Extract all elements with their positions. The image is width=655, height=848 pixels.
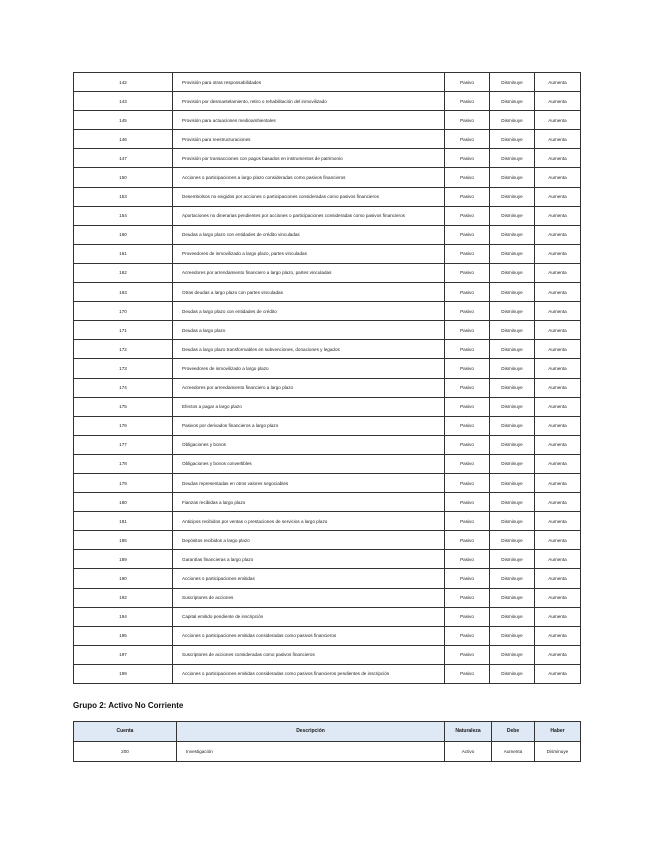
account-description: Suscriptores de acciones consideradas como pasivos financieros: [173, 645, 445, 664]
account-code: 142: [74, 73, 173, 92]
account-code: 200: [74, 742, 177, 762]
account-description: Garantías financieras a largo plazo: [173, 550, 445, 569]
account-description: Provisión por transacciones con pagos basados en instrumentos de patrimonio: [173, 149, 445, 168]
account-description: Proveedores de inmovilizado a largo plazo, partes vinculadas: [173, 244, 445, 263]
group-2-title: Grupo 2: Activo No Corriente: [73, 701, 184, 710]
credit-effect: Aumenta: [535, 664, 581, 683]
credit-effect: Aumenta: [535, 473, 581, 492]
credit-effect: Disminuye: [535, 742, 581, 762]
account-code: 146: [74, 130, 173, 149]
table-row: [74, 321, 581, 340]
account-nature: Pasivo: [445, 168, 490, 187]
account-description: Suscriptores de acciones: [173, 588, 445, 607]
account-nature: Pasivo: [445, 92, 490, 111]
account-code: 145: [74, 111, 173, 130]
table-row: [74, 340, 581, 359]
debit-effect: Disminuye: [490, 435, 535, 454]
debit-effect: Disminuye: [490, 73, 535, 92]
account-code: 192: [74, 588, 173, 607]
account-nature: Activo: [445, 742, 492, 762]
credit-effect: Aumenta: [535, 187, 581, 206]
account-code: 179: [74, 473, 173, 492]
table-row: [74, 493, 581, 512]
account-nature: Pasivo: [445, 225, 490, 244]
table-row: [74, 359, 581, 378]
account-description: Pasivos por derivados financieros a largo plazo: [173, 416, 445, 435]
debit-effect: Disminuye: [490, 206, 535, 225]
credit-effect: Aumenta: [535, 550, 581, 569]
account-nature: Pasivo: [445, 130, 490, 149]
credit-effect: Aumenta: [535, 588, 581, 607]
table-header-row: [74, 722, 581, 742]
debit-effect: Disminuye: [490, 168, 535, 187]
accounts-table-body: [74, 742, 581, 762]
credit-effect: Aumenta: [535, 111, 581, 130]
account-nature: Pasivo: [445, 359, 490, 378]
debit-effect: Disminuye: [490, 645, 535, 664]
account-code: 194: [74, 607, 173, 626]
account-description: Provisión por desmantelamiento, retiro o rehabilitación del inmovilizado: [173, 92, 445, 111]
table-row: [74, 73, 581, 92]
account-description: Deudas representadas en otros valores negociables: [173, 473, 445, 492]
account-nature: Pasivo: [445, 321, 490, 340]
debit-effect: Disminuye: [490, 263, 535, 282]
account-description: Provisión para otras responsabilidades: [173, 73, 445, 92]
account-code: 180: [74, 493, 173, 512]
table-row: [74, 130, 581, 149]
credit-effect: Aumenta: [535, 302, 581, 321]
table-row: [74, 206, 581, 225]
debit-effect: Disminuye: [490, 111, 535, 130]
account-description: Otras deudas a largo plazo con partes vinculadas: [173, 283, 445, 302]
account-nature: Pasivo: [445, 283, 490, 302]
account-nature: Pasivo: [445, 664, 490, 683]
account-description: Deudas a largo plazo con entidades de crédito vinculadas: [173, 225, 445, 244]
credit-effect: Aumenta: [535, 493, 581, 512]
debit-effect: Disminuye: [490, 493, 535, 512]
credit-effect: Aumenta: [535, 531, 581, 550]
account-description: Acreedores por arrendamiento financiero a largo plazo: [173, 378, 445, 397]
account-code: 197: [74, 645, 173, 664]
header-descripcion: Descripción: [177, 722, 445, 742]
table-row: [74, 397, 581, 416]
account-code: 181: [74, 512, 173, 531]
account-description: Provisión para actuaciones medioambientales: [173, 111, 445, 130]
account-code: 189: [74, 550, 173, 569]
account-nature: Pasivo: [445, 187, 490, 206]
account-code: 185: [74, 531, 173, 550]
account-code: 172: [74, 340, 173, 359]
account-nature: Pasivo: [445, 512, 490, 531]
credit-effect: Aumenta: [535, 168, 581, 187]
account-description: Deudas a largo plazo con entidades de crédito: [173, 302, 445, 321]
credit-effect: Aumenta: [535, 225, 581, 244]
credit-effect: Aumenta: [535, 454, 581, 473]
header-haber: Haber: [535, 722, 581, 742]
credit-effect: Aumenta: [535, 244, 581, 263]
debit-effect: Disminuye: [490, 302, 535, 321]
table-row: [74, 283, 581, 302]
credit-effect: Aumenta: [535, 607, 581, 626]
credit-effect: Aumenta: [535, 512, 581, 531]
credit-effect: Aumenta: [535, 435, 581, 454]
table-row: [74, 550, 581, 569]
account-description: Depósitos recibidos a largo plazo: [173, 531, 445, 550]
table-row: [74, 742, 581, 762]
table-row: [74, 569, 581, 588]
table-row: [74, 645, 581, 664]
credit-effect: Aumenta: [535, 569, 581, 588]
account-description: Acciones o participaciones emitidas consideradas como pasivos financieros pendientes de inscripción: [173, 664, 445, 683]
credit-effect: Aumenta: [535, 321, 581, 340]
account-code: 170: [74, 302, 173, 321]
debit-effect: Disminuye: [490, 588, 535, 607]
account-code: 162: [74, 263, 173, 282]
debit-effect: Disminuye: [490, 531, 535, 550]
account-description: Acciones o participaciones emitidas: [173, 569, 445, 588]
account-nature: Pasivo: [445, 206, 490, 225]
table-row: [74, 588, 581, 607]
account-description: Obligaciones y bonos: [173, 435, 445, 454]
account-description: Acciones o participaciones a largo plazo consideradas como pasivos financieros: [173, 168, 445, 187]
account-nature: Pasivo: [445, 302, 490, 321]
account-code: 190: [74, 569, 173, 588]
debit-effect: Disminuye: [490, 664, 535, 683]
debit-effect: Disminuye: [490, 149, 535, 168]
accounts-table-group-1: [73, 72, 581, 684]
account-code: 143: [74, 92, 173, 111]
table-row: [74, 187, 581, 206]
account-nature: Pasivo: [445, 607, 490, 626]
credit-effect: Aumenta: [535, 206, 581, 225]
account-code: 147: [74, 149, 173, 168]
debit-effect: Disminuye: [490, 283, 535, 302]
account-description: Efectos a pagar a largo plazo: [173, 397, 445, 416]
debit-effect: Disminuye: [490, 512, 535, 531]
debit-effect: Disminuye: [490, 454, 535, 473]
account-code: 175: [74, 397, 173, 416]
account-nature: Pasivo: [445, 378, 490, 397]
account-description: Fianzas recibidas a largo plazo: [173, 493, 445, 512]
account-code: 173: [74, 359, 173, 378]
account-description: Obligaciones y bonos convertibles: [173, 454, 445, 473]
debit-effect: Disminuye: [490, 626, 535, 645]
table-row: [74, 302, 581, 321]
account-description: Investigación: [177, 742, 445, 762]
account-description: Desembolsos no exigidos por acciones o participaciones consideradas como pasivos financieros: [173, 187, 445, 206]
account-description: Anticipos recibidos por ventas o prestaciones de servicios a largo plazo: [173, 512, 445, 531]
table-row: [74, 435, 581, 454]
account-description: Aportaciones no dinerarias pendientes por acciones o participaciones consideradas como pasivos financieros: [173, 206, 445, 225]
account-nature: Pasivo: [445, 454, 490, 473]
account-nature: Pasivo: [445, 550, 490, 569]
header-cuenta: Cuenta: [74, 722, 177, 742]
table-row: [74, 531, 581, 550]
debit-effect: Disminuye: [490, 397, 535, 416]
account-nature: Pasivo: [445, 493, 490, 512]
debit-effect: Disminuye: [490, 607, 535, 626]
account-nature: Pasivo: [445, 569, 490, 588]
table-row: [74, 378, 581, 397]
debit-effect: Disminuye: [490, 187, 535, 206]
account-nature: Pasivo: [445, 531, 490, 550]
table-row: [74, 225, 581, 244]
account-code: 150: [74, 168, 173, 187]
account-nature: Pasivo: [445, 340, 490, 359]
credit-effect: Aumenta: [535, 378, 581, 397]
table-row: [74, 664, 581, 683]
table-row: [74, 111, 581, 130]
account-nature: Pasivo: [445, 73, 490, 92]
table-row: [74, 512, 581, 531]
debit-effect: Aumenta: [492, 742, 535, 762]
account-nature: Pasivo: [445, 111, 490, 130]
account-description: Acciones o participaciones emitidas consideradas como pasivos financieros: [173, 626, 445, 645]
credit-effect: Aumenta: [535, 130, 581, 149]
account-description: Provisión para reestructuraciones: [173, 130, 445, 149]
table-row: [74, 473, 581, 492]
credit-effect: Aumenta: [535, 626, 581, 645]
table-row: [74, 626, 581, 645]
account-code: 199: [74, 664, 173, 683]
credit-effect: Aumenta: [535, 645, 581, 664]
account-nature: Pasivo: [445, 473, 490, 492]
account-description: Acreedores por arrendamiento financiero a largo plazo, partes vinculadas: [173, 263, 445, 282]
debit-effect: Disminuye: [490, 378, 535, 397]
account-code: 153: [74, 187, 173, 206]
account-description: Deudas a largo plazo: [173, 321, 445, 340]
table-row: [74, 263, 581, 282]
table-row: [74, 244, 581, 263]
accounts-table-body: [74, 73, 581, 684]
credit-effect: Aumenta: [535, 359, 581, 378]
table-row: [74, 149, 581, 168]
account-code: 171: [74, 321, 173, 340]
debit-effect: Disminuye: [490, 340, 535, 359]
account-nature: Pasivo: [445, 397, 490, 416]
table-row: [74, 454, 581, 473]
debit-effect: Disminuye: [490, 473, 535, 492]
debit-effect: Disminuye: [490, 569, 535, 588]
account-nature: Pasivo: [445, 244, 490, 263]
account-code: 160: [74, 225, 173, 244]
account-description: Capital emitido pendiente de inscripción: [173, 607, 445, 626]
table-row: [74, 416, 581, 435]
debit-effect: Disminuye: [490, 550, 535, 569]
credit-effect: Aumenta: [535, 283, 581, 302]
debit-effect: Disminuye: [490, 225, 535, 244]
account-nature: Pasivo: [445, 645, 490, 664]
account-code: 176: [74, 416, 173, 435]
credit-effect: Aumenta: [535, 340, 581, 359]
table-row: [74, 92, 581, 111]
account-nature: Pasivo: [445, 588, 490, 607]
account-code: 177: [74, 435, 173, 454]
credit-effect: Aumenta: [535, 397, 581, 416]
debit-effect: Disminuye: [490, 244, 535, 263]
header-naturaleza: Naturaleza: [445, 722, 492, 742]
account-code: 154: [74, 206, 173, 225]
debit-effect: Disminuye: [490, 92, 535, 111]
account-code: 174: [74, 378, 173, 397]
account-code: 178: [74, 454, 173, 473]
credit-effect: Aumenta: [535, 92, 581, 111]
account-code: 161: [74, 244, 173, 263]
account-code: 195: [74, 626, 173, 645]
table-row: [74, 607, 581, 626]
table-row: [74, 168, 581, 187]
debit-effect: Disminuye: [490, 130, 535, 149]
credit-effect: Aumenta: [535, 149, 581, 168]
account-code: 163: [74, 283, 173, 302]
debit-effect: Disminuye: [490, 416, 535, 435]
accounts-table-group-2: [73, 721, 581, 762]
credit-effect: Aumenta: [535, 416, 581, 435]
account-nature: Pasivo: [445, 416, 490, 435]
credit-effect: Aumenta: [535, 73, 581, 92]
credit-effect: Aumenta: [535, 263, 581, 282]
account-nature: Pasivo: [445, 149, 490, 168]
debit-effect: Disminuye: [490, 359, 535, 378]
account-nature: Pasivo: [445, 263, 490, 282]
header-debe: Debe: [492, 722, 535, 742]
account-description: Deudas a largo plazo transformables en subvenciones, donaciones y legados: [173, 340, 445, 359]
account-nature: Pasivo: [445, 435, 490, 454]
debit-effect: Disminuye: [490, 321, 535, 340]
account-description: Proveedores de inmovilizado a largo plazo: [173, 359, 445, 378]
account-nature: Pasivo: [445, 626, 490, 645]
